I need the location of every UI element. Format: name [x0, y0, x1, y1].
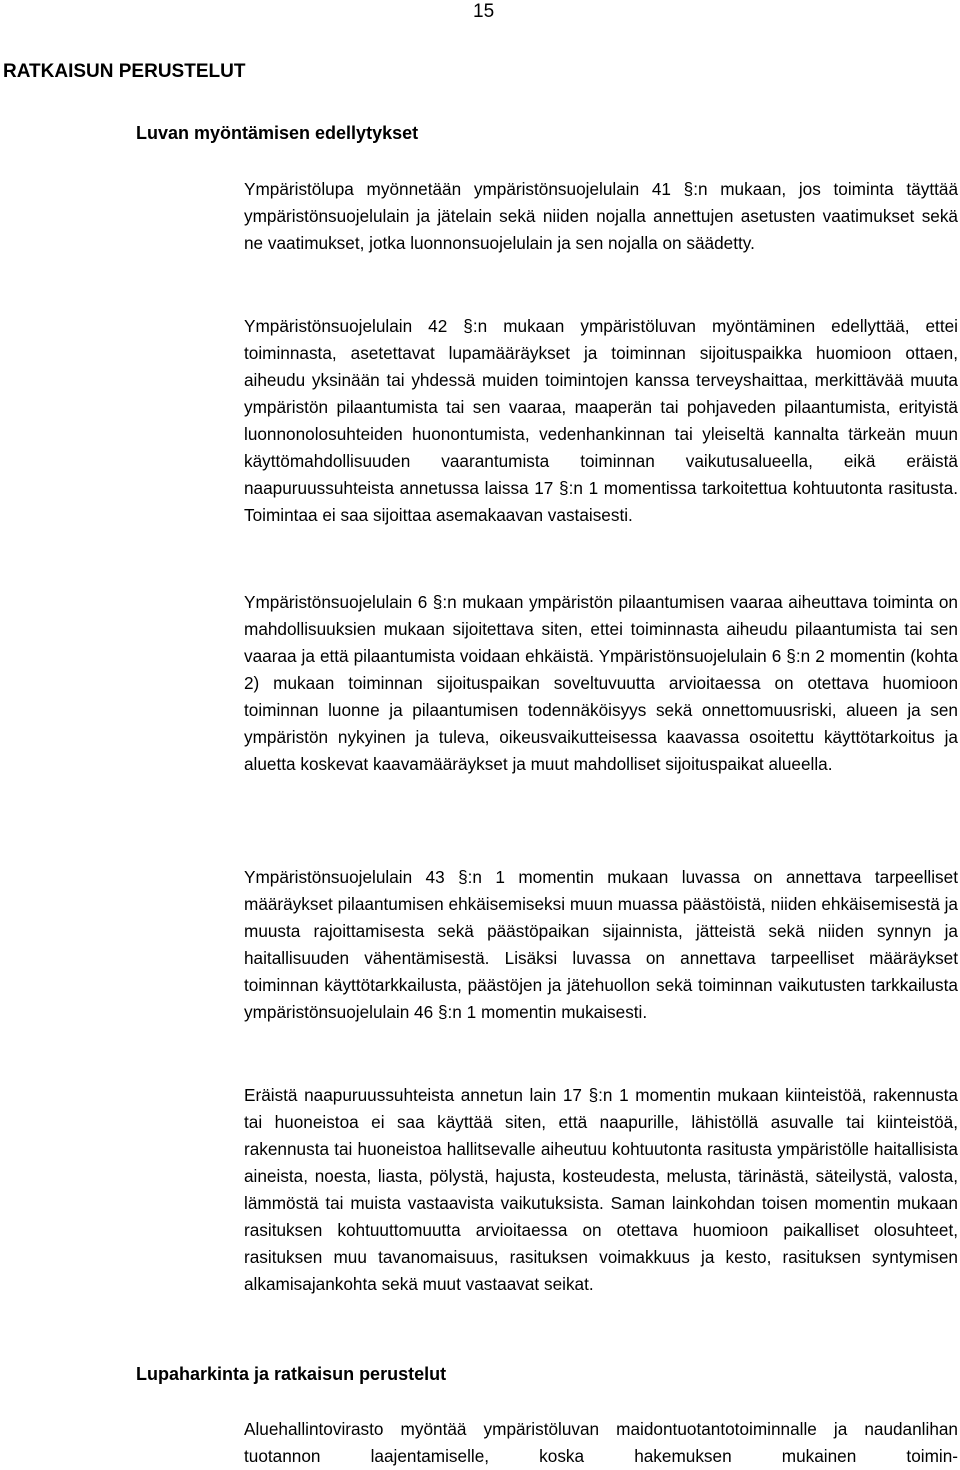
section-heading-luvan-edellytykset: Luvan myöntämisen edellytykset — [136, 123, 419, 143]
paragraph-3: Ympäristönsuojelulain 6 §:n mukaan ympäristön pilaantumisen vaaraa aiheuttava toiminta on mahdollisuuksien mukaan sijoitettava siten, ettei toiminnasta aiheudu pilaantumista tai sen vaaraa ja että pilaantumista voidaan ehkäistä. Ympäristönsuojelulain 6 §:n 2 momentin (kohta 2) mukaan toiminnan sijoituspaikan soveltuvuutta arvioitaessa on otettava huomioon toiminnan luonne ja pilaantumisen todennäköisyys sekä onnettomuusriski, alueen ja sen ympäristön nykyinen ja tuleva, oikeusvaikutteisessa kaavassa osoitettu käyttötarkoitus ja aluetta koskevat kaavamääräykset ja muut mahdolliset sijoituspaikat alueella. — [244, 592, 958, 774]
paragraph-4: Ympäristönsuojelulain 43 §:n 1 momentin mukaan luvassa on annettava tarpeelliset määräykset pilaantumisen ehkäisemiseksi muun muassa päästöistä, niiden ehkäisemisestä ja muusta rajoittamisesta sekä päästöpaikan sijainnista, jätteistä sekä niiden synnyn ja haitallisuuden vähentämisestä. Lisäksi luvassa on annettava tarpeelliset määräykset toiminnan käyttötarkkailusta, päästöjen ja jätehuollon sekä toiminnan vaikutusten tarkkailusta ympäristönsuojelulain 46 §:n 1 momentin mukaisesti. — [244, 867, 958, 1022]
paragraph-5: Eräistä naapuruussuhteista annetun lain 17 §:n 1 momentin mukaan kiinteistöä, rakennusta tai huoneistoa ei saa käyttää siten, että naapurille, lähistöllä asuvalle tai kiinteistöä, rakennusta tai huoneistoa hallitsevalle aiheutuu kohtuutonta rasitusta ympäristölle haitallisista aineista, noesta, liasta, pölystä, hajusta, kosteudesta, melusta, tärinästä, säteilystä, valosta, lämmöstä tai muista vastaavista vaikutuksista. Saman lainkohdan toisen momentin mukaan rasituksen kohtuuttomuutta arvioitaessa on otettava huomioon paikalliset olosuhteet, rasituksen muu tavanomaisuus, rasituksen voimakkuus ja kesto, rasituksen syntymisen alkamisajankohta sekä muut vastaavat seikat. — [244, 1085, 958, 1294]
main-heading: RATKAISUN PERUSTELUT — [3, 61, 246, 82]
paragraph-1: Ympäristölupa myönnetään ympäristönsuojelulain 41 §:n mukaan, jos toiminta täyttää ympäristönsuojelulain ja jätelain sekä niiden nojalla annettujen asetusten vaatimukset sekä ne vaatimukset, jotka luonnonsuojelulain ja sen nojalla on säädetty. — [244, 179, 958, 253]
page-number: 15 — [473, 1, 495, 22]
paragraph-6: Aluehallintovirasto myöntää ympäristöluvan maidontuotantotoiminnalle ja naudanlihan tuotannon laajentamiselle, koska hakemuksen mukainen toimin- — [244, 1419, 958, 1466]
paragraph-2: Ympäristönsuojelulain 42 §:n mukaan ympäristöluvan myöntäminen edellyttää, ettei toiminnasta, asetettavat lupamääräykset ja toiminnan sijoituspaikka huomioon ottaen, aiheudu yksinään tai yhdessä muiden toimintojen kanssa terveyshaittaa, merkittävää muuta ympäristön pilaantumista tai sen vaaraa, maaperän tai pohjaveden pilaantumista, erityistä luonnonolosuhteiden huonontumista, vedenhankinnan tai yleiseltä kannalta tärkeän muun käyttömahdollisuuden vaarantumista toiminnan vaikutusalueella, eikä eräistä naapuruussuhteista annetussa laissa 17 §:n 1 momentissa tarkoitettua kohtuutonta rasitusta. Toimintaa ei saa sijoittaa asemakaavan vastaisesti. — [244, 316, 958, 525]
section-heading-lupaharkinta: Lupaharkinta ja ratkaisun perustelut — [136, 1364, 447, 1384]
